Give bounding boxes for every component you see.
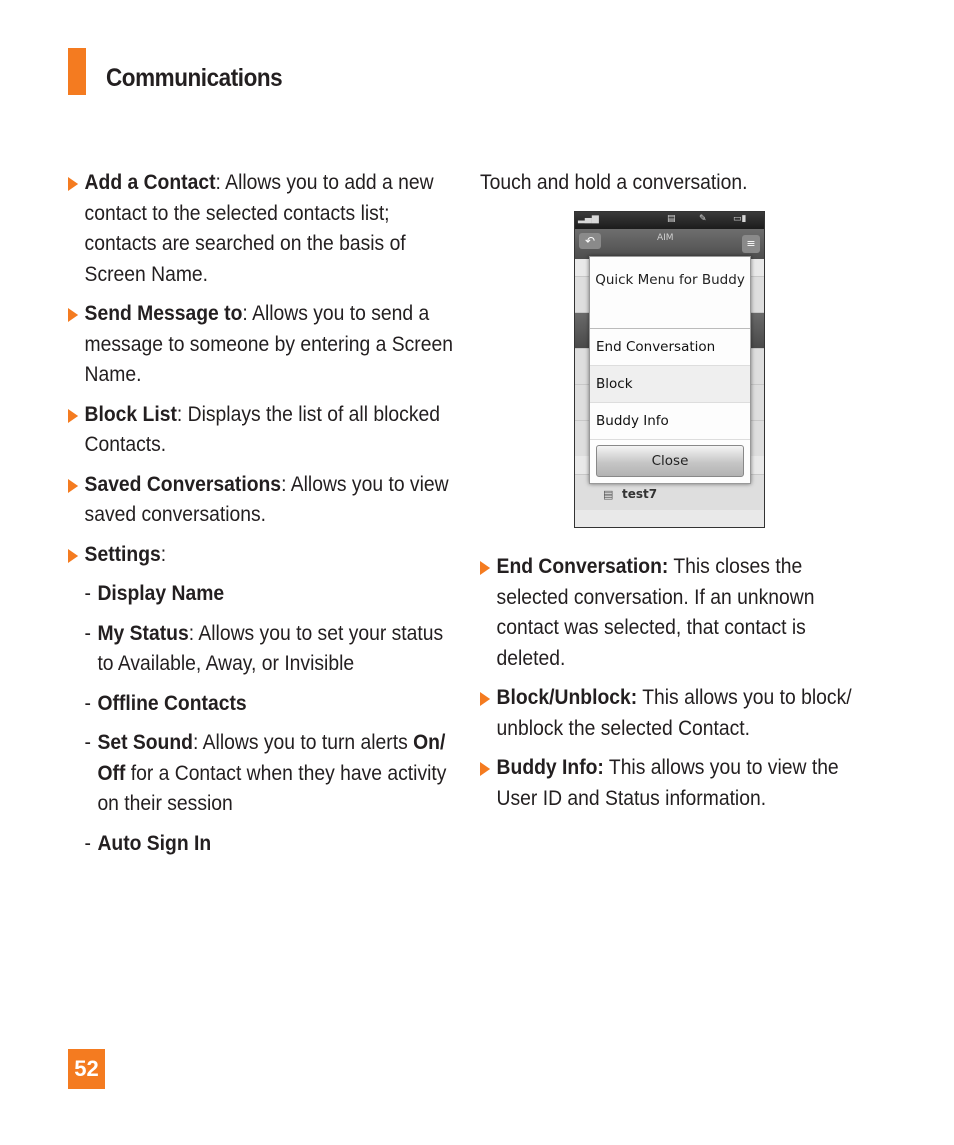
list-menu-icon[interactable]: ≡ <box>742 235 760 253</box>
conversation-icon: ▤ <box>603 488 614 501</box>
item-label: Add a Contact <box>84 171 216 194</box>
intro-text: Touch and hold a conversation. <box>480 171 748 194</box>
menu-item-end-conversation[interactable]: End Conversation <box>590 329 750 366</box>
signal-icon: ▂▄▆ <box>578 214 599 224</box>
subitem-text: : Allows you to turn alerts <box>192 731 414 754</box>
close-button[interactable]: Close <box>596 445 744 477</box>
arrow-bullet-icon <box>68 409 78 423</box>
arrow-bullet-icon <box>480 692 490 706</box>
subitem-label: Auto Sign In <box>97 831 212 855</box>
item-label: End Conversation: <box>496 555 669 578</box>
item-text: This allows you to view the User ID and Status information. <box>496 756 839 810</box>
item-text: : Allows you to send a message to someone by entering a Screen Name. <box>84 302 453 386</box>
subitem-text: : Allows you to set your status to Available, Away, or Invisible <box>97 621 444 675</box>
dialog-title: Quick Menu for Buddy <box>590 257 750 329</box>
list-item <box>68 168 462 290</box>
back-arrow-icon[interactable]: ↶ <box>579 233 601 249</box>
item-text: This allows you to block/ unblock the selected Contact. <box>496 686 852 740</box>
dash: - <box>84 731 91 754</box>
item-text: This closes the selected conversation. If an unknown contact was selected, that contact is deleted. <box>496 555 815 670</box>
arrow-bullet-icon <box>68 549 78 563</box>
dash: - <box>84 831 91 855</box>
dash: - <box>84 582 91 605</box>
subitem-text-2: for a Contact when they have activity on their session <box>97 761 447 815</box>
phone-status-bar <box>575 212 764 229</box>
list-item <box>480 552 874 674</box>
subitem-label: Offline Contacts <box>97 691 247 715</box>
quick-menu-dialog <box>589 256 751 484</box>
settings-subitem <box>68 689 456 720</box>
item-label: Buddy Info: <box>496 756 604 779</box>
subitem-label: My Status <box>97 621 189 645</box>
subitem-label-2: On/ Off <box>97 731 446 785</box>
message-icon: ▤ <box>667 214 676 224</box>
item-label: Block/Unblock: <box>496 686 638 709</box>
subitem-label: Display Name <box>97 582 225 605</box>
item-text: : Allows you to add a new contact to the selected contacts list; contacts are searched on the basis of Screen Name. <box>84 171 434 286</box>
settings-subitem <box>68 728 456 820</box>
phone-screenshot <box>574 211 765 528</box>
list-item <box>68 540 462 571</box>
item-label: Block List <box>84 402 177 426</box>
section-title: Communications <box>106 64 283 92</box>
arrow-bullet-icon <box>68 479 78 493</box>
phone-header <box>575 229 764 259</box>
dash: - <box>84 621 91 645</box>
dash: - <box>84 691 91 715</box>
arrow-bullet-icon <box>480 561 490 575</box>
arrow-bullet-icon <box>68 308 78 322</box>
section-accent-bar <box>68 48 86 95</box>
item-label: Settings <box>84 542 161 566</box>
settings-subitem <box>68 579 456 610</box>
list-item <box>68 400 462 461</box>
list-item <box>480 683 874 744</box>
list-item <box>68 299 462 391</box>
menu-item-buddy-info[interactable]: Buddy Info <box>590 403 750 440</box>
contact-name: test7 <box>622 487 658 501</box>
page-number: 52 <box>68 1049 105 1089</box>
arrow-bullet-icon <box>480 762 490 776</box>
app-label: AIM <box>657 233 674 243</box>
item-text: : Displays the list of all blocked Contacts. <box>84 402 440 456</box>
item-text: : Allows you to view saved conversations. <box>84 472 449 526</box>
list-item <box>68 470 462 531</box>
arrow-bullet-icon <box>68 177 78 191</box>
right-list <box>480 552 860 823</box>
right-column <box>480 168 860 199</box>
settings-subitem <box>68 619 456 680</box>
item-text: : <box>160 542 167 566</box>
item-label: Send Message to <box>84 302 243 325</box>
left-column <box>68 168 453 868</box>
battery-icon: ▭▮ <box>733 214 747 224</box>
subitem-label: Set Sound <box>97 731 193 754</box>
menu-item-block[interactable]: Block <box>590 366 750 403</box>
item-label: Saved Conversations <box>84 472 282 496</box>
settings-subitem <box>68 829 456 860</box>
list-item <box>480 753 874 814</box>
pen-icon: ✎ <box>699 214 707 224</box>
